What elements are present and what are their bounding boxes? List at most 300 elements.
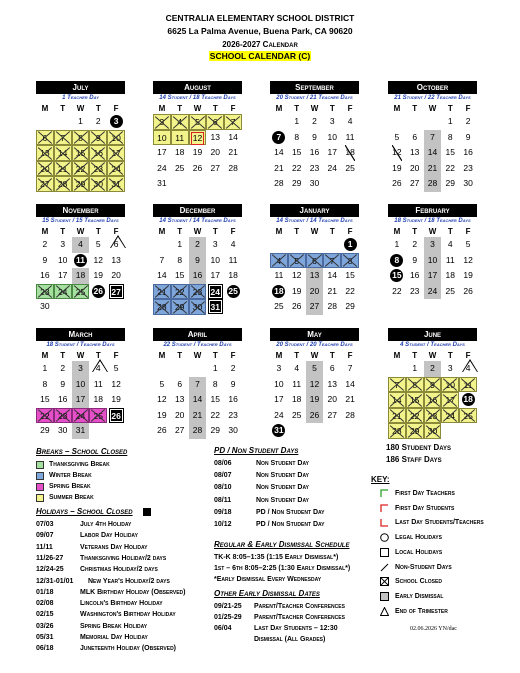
- calendar-day: 5: [394, 131, 400, 142]
- calendar-day: 7: [224, 114, 242, 130]
- calendar-day: 24: [72, 408, 90, 424]
- calendar-day: 30: [463, 178, 473, 188]
- footer-code: 02.06.2026 YN/dac: [410, 626, 457, 632]
- month-day-count: 18 Student / Teacher Days: [46, 342, 115, 348]
- weekday-label: T: [412, 104, 418, 113]
- pd-label: Non Student Day: [256, 460, 309, 467]
- key-item: [380, 576, 442, 587]
- calendar-day: 21: [189, 408, 207, 424]
- weekday-label: T: [95, 104, 101, 113]
- calendar-day: 24: [107, 161, 125, 177]
- holiday-date: 05/31: [36, 634, 54, 641]
- calendar-day: 9: [89, 130, 107, 146]
- month-name: April: [153, 328, 242, 341]
- calendar-day: 24: [327, 162, 338, 173]
- calendar-day: 18: [274, 285, 284, 296]
- other-dismissal-row: [214, 601, 345, 612]
- calendar-day: 26: [93, 285, 104, 296]
- calendar-day: 1: [212, 363, 218, 373]
- calendar-day: 9: [189, 253, 207, 269]
- calendar-day: 30: [189, 299, 207, 315]
- month-april: [153, 328, 242, 439]
- calendar-day: 27: [306, 299, 324, 315]
- calendar-day: 10: [72, 377, 90, 393]
- calendar-day: 16: [228, 394, 238, 404]
- calendar-day: 28: [274, 178, 284, 188]
- calendar-day: 31: [107, 176, 125, 192]
- break-legend-item: [36, 470, 92, 481]
- calendar-day: 10: [274, 378, 284, 389]
- calendar-day: 5: [189, 114, 207, 130]
- weekday-label: T: [447, 104, 453, 113]
- weekday-label: M: [41, 104, 49, 113]
- calendar-day: [89, 423, 107, 439]
- calendar-day: 28: [54, 176, 72, 192]
- weekday-label: T: [412, 227, 418, 236]
- holiday-label: Christmas Holiday/2 days: [80, 566, 158, 574]
- calendar-day: 12: [157, 394, 167, 404]
- calendar-day: 18: [445, 270, 456, 280]
- month-name: March: [36, 328, 125, 341]
- calendar-day: 1: [294, 116, 300, 126]
- calendar-day: 3: [329, 116, 335, 126]
- calendar-day: 17: [210, 270, 221, 280]
- calendar-day: 29: [40, 425, 50, 435]
- calendar-day: 10: [424, 253, 442, 269]
- calendar-day: 27: [409, 178, 420, 188]
- calendar-day: 8: [447, 131, 453, 142]
- dismissal-label: Dismissal (All Grades): [254, 636, 326, 643]
- calendar-day: 13: [111, 254, 121, 265]
- holiday-date: 01/18: [36, 588, 54, 596]
- calendar-day: 4: [294, 363, 300, 373]
- calendar-day: 22: [72, 161, 90, 177]
- breaks-heading: Breaks – School Closed: [36, 447, 128, 456]
- weekday-label: M: [275, 104, 283, 113]
- calendar-day: 10: [107, 130, 125, 146]
- calendar-day: 7: [424, 130, 442, 146]
- month-name: December: [153, 204, 242, 217]
- calendar-day: 2: [60, 363, 66, 373]
- weekday-label: W: [193, 227, 202, 236]
- calendar-day: [323, 176, 341, 192]
- calendar-day: 26: [291, 301, 302, 311]
- red-bracket-icon: [380, 504, 389, 513]
- calendar-day: 6: [206, 114, 224, 130]
- square-icon: [380, 548, 389, 557]
- dismissal-line-2: 1st – 6th 8:05–2:25 (1:30 Early Dismissal*): [214, 565, 351, 572]
- calendar-day: 6: [107, 237, 125, 253]
- weekday-label: M: [275, 351, 283, 360]
- calendar-day: [171, 176, 189, 192]
- weekday-label: W: [428, 351, 437, 360]
- calendar-day: 24: [424, 284, 442, 300]
- holiday-row: [36, 587, 186, 598]
- calendar-day: 30: [89, 176, 107, 192]
- holiday-row: [36, 621, 147, 632]
- weekday-header: [36, 350, 125, 361]
- weekday-header: [153, 226, 242, 237]
- calendar-day: 29: [72, 176, 90, 192]
- circle-icon: [380, 533, 389, 542]
- calendar-day: 7: [347, 363, 353, 373]
- month-day-count: 15 Student / 15 Teacher Days: [42, 218, 119, 224]
- calendar-day: 18: [174, 147, 185, 157]
- weekday-label: F: [230, 227, 236, 236]
- weekday-label: W: [428, 104, 437, 113]
- calendar-day: 15: [72, 145, 90, 161]
- calendar-day: [89, 299, 107, 315]
- calendar-day: 19: [157, 409, 167, 420]
- calendar-day: 1: [447, 116, 453, 126]
- weekday-label: M: [393, 104, 401, 113]
- pd-date: 08/06: [214, 460, 232, 467]
- weekday-label: M: [158, 227, 166, 236]
- calendar-day: 29: [345, 301, 355, 311]
- calendar-day: 27: [210, 162, 221, 173]
- key-label: Non-Student Days: [395, 563, 452, 571]
- calendar-day: 14: [228, 131, 238, 142]
- weekday-label: T: [60, 227, 66, 236]
- calendar-day: [153, 361, 171, 377]
- calendar-day: 16: [57, 394, 68, 404]
- calendar-day: 16: [189, 268, 207, 284]
- calendar-day: 25: [274, 301, 284, 311]
- calendar-day: 11: [274, 270, 284, 280]
- calendar-day: 3: [276, 363, 282, 373]
- calendar-day: 30: [40, 301, 50, 311]
- calendar-day: [288, 423, 306, 439]
- calendar-day: 28: [189, 423, 207, 439]
- break-label: Thanksgiving Break: [49, 461, 110, 468]
- student-days-total: 180 Student Days: [386, 443, 452, 452]
- weekday-label: F: [347, 227, 353, 236]
- weekday-label: T: [177, 351, 183, 360]
- calendar-day: 22: [291, 162, 302, 173]
- calendar-day: 25: [89, 408, 107, 424]
- calendar-day: 3: [72, 361, 90, 377]
- calendar-day: 31: [157, 178, 167, 188]
- holiday-date: 09/07: [36, 532, 54, 540]
- key-item: [380, 488, 455, 499]
- staff-days-total: 186 Staff Days: [386, 455, 442, 464]
- calendar-day: 31: [210, 302, 221, 312]
- calendar-year: 2026-2027 Calendar: [222, 40, 298, 49]
- calendar-day: 7: [54, 130, 72, 146]
- calendar-day: 5: [113, 363, 119, 373]
- calendar-day: 3: [107, 114, 125, 130]
- month-name: July: [36, 81, 125, 94]
- key-heading: KEY:: [371, 475, 390, 484]
- calendar-day: 21: [345, 394, 355, 404]
- holiday-date: 02/15: [36, 611, 54, 619]
- month-name: October: [388, 81, 477, 94]
- calendar-day: 26: [463, 285, 473, 296]
- pd-label: Non Student Day: [256, 496, 309, 504]
- slash-icon: [380, 563, 389, 572]
- calendar-day: 3: [60, 239, 66, 249]
- weekday-label: T: [447, 351, 453, 360]
- calendar-day: 25: [459, 408, 477, 424]
- color-swatch-icon: [36, 461, 44, 469]
- calendar-day: 26: [392, 178, 402, 188]
- calendar-day: [306, 237, 324, 253]
- calendar-day: 8: [294, 131, 300, 142]
- calendar-day: 27: [111, 286, 121, 297]
- month-name: January: [270, 204, 359, 217]
- calendar-day: 11: [228, 254, 238, 265]
- calendar-day: 13: [210, 131, 221, 142]
- day-grid: [36, 237, 125, 315]
- key-item: [380, 606, 448, 617]
- calendar-day: 12: [111, 378, 121, 389]
- calendar-day: 13: [174, 394, 185, 404]
- other-dismissal-row: [214, 623, 338, 634]
- weekday-label: T: [212, 104, 218, 113]
- other-dismissal-heading: Other Early Dismissal Dates: [214, 589, 320, 598]
- calendar-day: 14: [345, 378, 355, 389]
- calendar-day: 28: [153, 299, 171, 315]
- calendar-day: [341, 423, 359, 439]
- calendar-day: 7: [388, 377, 406, 393]
- calendar-day: [54, 114, 72, 130]
- day-grid: [270, 237, 359, 315]
- other-dismissal-row: [214, 612, 345, 623]
- holiday-row: [36, 564, 158, 575]
- calendar-day: [107, 299, 125, 315]
- month-name: August: [153, 81, 242, 94]
- weekday-label: F: [347, 104, 353, 113]
- calendar-day: 18: [93, 394, 104, 404]
- calendar-day: [54, 299, 72, 315]
- day-grid: [36, 361, 125, 439]
- pd-date: 10/12: [214, 521, 232, 528]
- calendar-day: 1: [78, 116, 83, 126]
- calendar-day: 25: [445, 285, 456, 296]
- weekday-label: T: [177, 104, 183, 113]
- color-swatch-icon: [36, 472, 44, 480]
- calendar-day: 28: [424, 176, 442, 192]
- calendar-day: 26: [192, 162, 203, 173]
- month-day-count: 14 Student / 14 Teacher Days: [159, 218, 236, 224]
- calendar-day: 28: [228, 162, 238, 173]
- calendar-day: 17: [107, 145, 125, 161]
- calendar-day: 8: [341, 253, 359, 269]
- holiday-date: 07/03: [36, 521, 54, 528]
- key-item: [380, 532, 442, 543]
- weekday-label: T: [60, 351, 66, 360]
- calendar-day: 22: [36, 408, 54, 424]
- calendar-day: 10: [210, 254, 221, 265]
- calendar-day: 30: [309, 178, 320, 188]
- weekday-label: F: [465, 104, 471, 113]
- key-label: First Day Teachers: [395, 490, 455, 497]
- calendar-day: 20: [306, 284, 324, 300]
- calendar-day: [36, 114, 54, 130]
- month-june: [388, 328, 477, 439]
- calendar-day: 16: [89, 145, 107, 161]
- calendar-day: 5: [465, 239, 471, 249]
- holiday-row: [36, 643, 176, 654]
- district-title: CENTRALIA ELEMENTARY SCHOOL DISTRICT: [165, 13, 355, 23]
- calendar-day: 6: [306, 253, 324, 269]
- weekday-label: T: [212, 227, 218, 236]
- calendar-day: 4: [230, 239, 236, 249]
- calendar-day: 1: [42, 363, 48, 373]
- pd-date: 08/07: [214, 472, 232, 480]
- pd-row: [214, 507, 325, 518]
- calendar-day: 10: [441, 377, 459, 393]
- month-day-count: 1 Teacher Day: [62, 95, 99, 101]
- holiday-label: Spring Break Holiday: [80, 622, 148, 630]
- calendar-day: 11: [75, 254, 85, 265]
- calendar-day: 30: [228, 425, 238, 435]
- month-day-count: 4 Student / Teacher Days: [400, 342, 465, 348]
- calendar-day: [406, 114, 424, 130]
- calendar-day: 15: [291, 147, 302, 157]
- calendar-day: 19: [111, 394, 121, 404]
- weekday-label: T: [95, 227, 101, 236]
- weekday-label: F: [113, 227, 119, 236]
- month-day-count: 22 Student / Teacher Days: [163, 342, 232, 348]
- calendar-day: [224, 299, 242, 315]
- calendar-day: 25: [291, 409, 302, 420]
- calendar-day: 25: [72, 284, 90, 300]
- calendar-day: 15: [445, 147, 456, 157]
- calendar-day: 23: [54, 408, 72, 424]
- x-box-icon: [380, 577, 389, 586]
- day-grid: [388, 114, 477, 192]
- holiday-label: Labor Day Holiday: [80, 532, 138, 540]
- calendar-day: [189, 361, 207, 377]
- pd-row: [214, 482, 309, 493]
- weekday-label: F: [230, 351, 236, 360]
- calendar-day: 20: [36, 161, 54, 177]
- holiday-label: Thanksgiving Holiday/2 days: [80, 554, 167, 562]
- weekday-header: [153, 350, 242, 361]
- calendar-day: 6: [177, 378, 183, 389]
- day-grid: [153, 361, 242, 439]
- calendar-day: 16: [40, 270, 50, 280]
- holiday-row: [36, 542, 147, 553]
- weekday-header: [388, 226, 477, 237]
- key-item: [380, 547, 442, 558]
- weekday-label: F: [230, 104, 236, 113]
- calendar-day: 2: [465, 116, 471, 126]
- weekday-header: [36, 103, 125, 114]
- calendar-day: 13: [327, 378, 338, 389]
- calendar-day: 18: [291, 394, 302, 404]
- calendar-day: 15: [392, 270, 402, 280]
- calendar-day: [459, 299, 477, 315]
- calendar-day: 19: [463, 270, 473, 280]
- calendar-day: 5: [95, 239, 101, 249]
- month-day-count: 14 Student / 14 Teacher Days: [276, 218, 353, 224]
- key-label: Last Day Students/Teachers: [395, 519, 484, 527]
- calendar-day: 13: [409, 147, 420, 157]
- calendar-day: 8: [406, 377, 424, 393]
- weekday-label: F: [113, 104, 119, 113]
- weekday-header: [388, 103, 477, 114]
- triangle-icon: [380, 607, 389, 616]
- calendar-day: 12: [93, 254, 104, 265]
- calendar-day: 27: [327, 409, 338, 420]
- weekday-label: W: [310, 104, 319, 113]
- holiday-label: Lincoln's Birthday Holiday: [80, 600, 163, 608]
- calendar-day: 29: [406, 423, 424, 439]
- calendar-day: 15: [406, 392, 424, 408]
- calendar-day: 17: [424, 268, 442, 284]
- calendar-day: 9: [312, 131, 317, 142]
- calendar-day: 12: [388, 145, 406, 161]
- calendar-day: 25: [174, 162, 185, 173]
- dismissal-label: Last Day Students – 12:30: [254, 625, 338, 632]
- calendar-day: 12: [291, 270, 302, 280]
- calendar-day: 26: [111, 410, 121, 421]
- holiday-date: 12/31-01/01: [36, 577, 74, 585]
- dismissal-date: 01/25-29: [214, 614, 242, 621]
- calendar-day: 22: [210, 409, 221, 420]
- calendar-day: [306, 423, 324, 439]
- calendar-day: 15: [345, 270, 355, 280]
- calendar-day: [323, 237, 341, 253]
- calendar-day: 24: [441, 408, 459, 424]
- calendar-day: [153, 237, 171, 253]
- calendar-day: 10: [327, 131, 338, 142]
- calendar-day: 28: [388, 423, 406, 439]
- calendar-day: 10: [57, 254, 68, 265]
- holiday-label: MLK Birthday Holiday (Observed): [80, 588, 186, 596]
- calendar-day: 15: [174, 270, 185, 280]
- weekday-label: M: [275, 227, 283, 236]
- calendar-day: 18: [463, 394, 473, 404]
- calendar-day: 25: [345, 162, 355, 173]
- other-dismissal-row: [214, 634, 325, 645]
- calendar-day: 23: [424, 408, 442, 424]
- calendar-day: 18: [72, 268, 90, 284]
- calendar-day: 1: [177, 239, 183, 249]
- calendar-day: 20: [174, 409, 185, 420]
- holidays-heading: Holidays – School Closed: [36, 507, 151, 516]
- calendar-day: 23: [189, 284, 207, 300]
- weekday-label: W: [76, 351, 85, 360]
- calendar-day: 9: [42, 254, 48, 265]
- calendar-day: 23: [36, 284, 54, 300]
- calendar-day: 4: [171, 114, 189, 130]
- calendar-day: 22: [445, 162, 456, 173]
- break-legend-item: [36, 481, 91, 492]
- holiday-square-icon: [143, 508, 151, 516]
- calendar-day: 3: [424, 237, 442, 253]
- weekday-label: T: [294, 351, 300, 360]
- weekday-header: [270, 350, 359, 361]
- calendar-day: 29: [291, 178, 302, 188]
- calendar-day: 19: [291, 285, 302, 296]
- weekday-label: W: [310, 227, 319, 236]
- calendar-day: 4: [347, 116, 353, 126]
- holiday-date: 03/26: [36, 622, 54, 630]
- weekday-label: T: [329, 227, 335, 236]
- pd-label: PD / Non Student Day: [256, 521, 325, 528]
- break-legend-item: [36, 492, 94, 503]
- calendar-day: [206, 176, 224, 192]
- weekday-label: M: [41, 351, 49, 360]
- weekday-label: M: [393, 227, 401, 236]
- calendar-day: 21: [424, 161, 442, 177]
- calendar-day: 22: [345, 285, 355, 296]
- calendar-day: 22: [171, 284, 189, 300]
- calendar-day: 2: [230, 363, 236, 373]
